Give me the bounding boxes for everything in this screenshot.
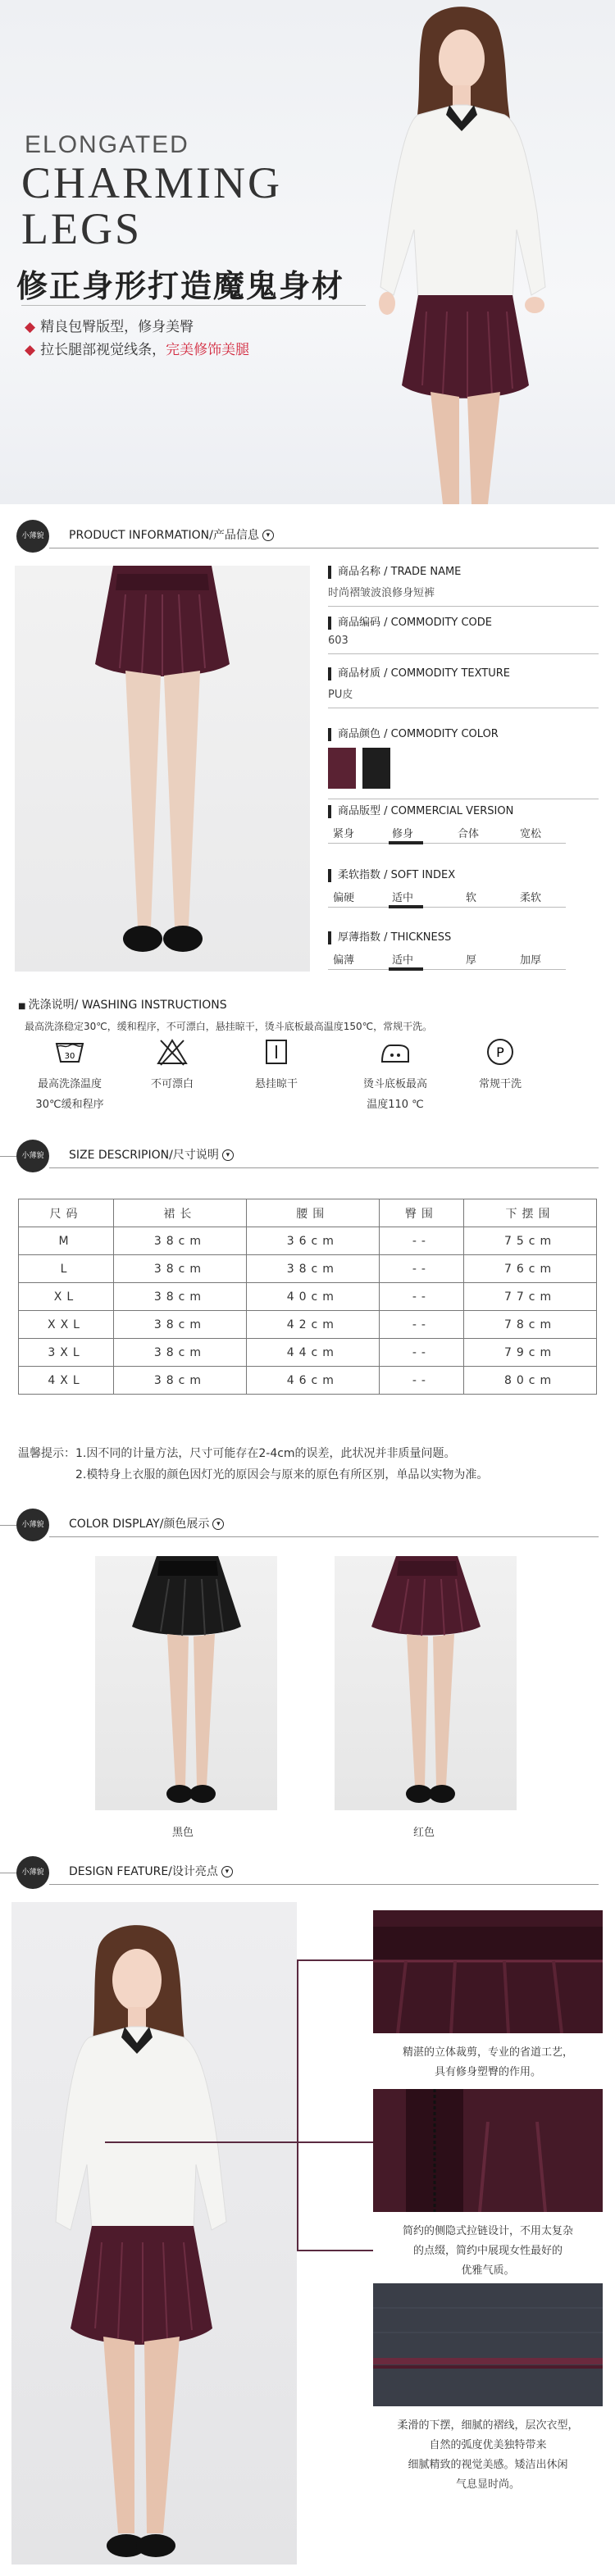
code-value: 603 [328,635,348,647]
product-info-title-text: PRODUCT INFORMATION/产品信息 [69,529,259,542]
design-feature-title-text: DESIGN FEATURE/设计亮点 [69,1865,218,1878]
note-text-1: 1.因不同的计量方法，尺寸可能存在2-4cm的误差，此状况并非质量问题。 [75,1447,456,1460]
brand-logo: 小薄貌 [16,1509,49,1541]
washing-title-text: 洗涤说明/ WASHING INSTRUCTIONS [28,999,227,1012]
bullet-icon: ■ [18,1002,29,1011]
thick-label: 厚薄指数 / THICKNESS [328,931,599,944]
table-cell: 77cm [464,1283,597,1311]
hero-en-line2: CHARMING [21,158,283,207]
table-cell: -- [379,1255,463,1283]
table-cell: 38cm [114,1367,247,1395]
caption-line: 精湛的立体裁剪，专业的省道工艺， [402,2046,573,2059]
size-title-text: SIZE DESCRIPION/尺寸说明 [69,1149,219,1162]
connector-line [297,1959,298,2250]
hero-cn-title: 修正身形打造魔鬼身材 [16,268,345,304]
trade-name-value: 时尚褶皱波浪修身短裤 [328,587,435,599]
wash-label: 30℃缓和程序 [35,1099,104,1111]
scale-bar [328,907,566,908]
design-model-photo [11,1902,297,2565]
skirt-model-image [15,566,310,972]
design-feature-header [0,1855,615,1887]
caption-line: 气息显时尚。 [455,2478,520,2491]
hero-en-line1: ELONGATED [25,131,189,158]
table-cell: 36cm [246,1227,379,1255]
soft-option: 软 [466,892,477,904]
table-cell: 46cm [246,1367,379,1395]
version-marker [389,841,423,844]
table-cell: 3XL [19,1339,114,1367]
table-cell: 76cm [464,1255,597,1283]
thick-option: 偏薄 [333,954,355,967]
table-cell: -- [379,1339,463,1367]
texture-label: 商品材质 / COMMODITY TEXTURE [328,667,599,680]
table-cell: 44cm [246,1339,379,1367]
soft-scale [328,889,599,913]
version-option: 宽松 [520,828,542,840]
hero-en-line3: LEGS [21,204,142,253]
brand-logo: 小薄貌 [16,1140,49,1172]
size-note [18,1443,488,1486]
wash-label: 常规干洗 [478,1078,522,1090]
thick-option: 适中 [392,954,414,967]
product-info-header [0,518,615,551]
chevron-down-icon: ▾ [222,1149,234,1161]
hero-bullet-1 [25,315,194,335]
washing-title [18,996,227,1013]
table-cell: 75cm [464,1227,597,1255]
product-photo [15,566,310,972]
col-header: 尺码 [19,1199,114,1227]
header-rule [49,1536,599,1537]
texture-value: PU皮 [328,689,353,701]
table-cell: 38cm [114,1339,247,1367]
color-display-header [0,1507,615,1540]
connector-line [297,2141,373,2143]
design-caption-1 [373,2043,603,2082]
red-skirt-image [335,1556,517,1810]
table-cell: 42cm [246,1311,379,1339]
bullet-icon: ◆ [25,342,36,358]
brand-logo: 小薄貌 [16,520,49,553]
version-option: 合体 [458,828,480,840]
black-skirt-image [95,1556,277,1810]
table-row [19,1339,597,1367]
table-row [19,1367,597,1395]
color-red-photo [335,1556,517,1810]
wash-item [25,1037,115,1111]
version-scale [328,825,599,849]
attr-rule [328,606,599,607]
attr-rule [328,653,599,654]
caption-line: 简约的侧隐式拉链设计，不用太复杂 [402,2225,573,2237]
table-cell: -- [379,1311,463,1339]
table-cell: 38cm [114,1311,247,1339]
trade-name-label: 商品名称 / TRADE NAME [328,566,599,579]
wash-label: 温度110 ℃ [367,1099,424,1111]
no-bleach-icon [156,1037,189,1067]
table-row [19,1227,597,1255]
note-line-1 [18,1443,488,1464]
table-cell: 38cm [246,1255,379,1283]
attr-version [328,805,599,849]
table-row [19,1283,597,1311]
table-cell: 4XL [19,1367,114,1395]
thick-option: 加厚 [520,954,542,967]
color-red-label: 红色 [413,1827,435,1839]
waist-detail-image [373,1910,603,2033]
table-cell: L [19,1255,114,1283]
col-header: 臀围 [379,1199,463,1227]
attr-trade-name [328,566,599,607]
attr-soft [328,869,599,913]
hero-bullet-2-text: 拉长腿部视觉线条， [40,342,166,358]
soft-option: 偏硬 [333,892,355,904]
design-caption-3 [373,2416,603,2495]
color-label: 商品颜色 / COMMODITY COLOR [328,728,599,741]
wash-label: 悬挂晾干 [254,1078,298,1090]
attr-texture [328,667,599,708]
size-header [0,1138,615,1171]
wash-label: 不可漂白 [150,1078,194,1090]
attr-code [328,617,599,654]
bullet-icon: ◆ [25,319,36,335]
table-cell: 80cm [464,1367,597,1395]
thick-scale [328,951,599,976]
dry-clean-icon [484,1037,517,1067]
table-row [19,1311,597,1339]
connector-line [297,1959,373,1961]
note-line-2 [18,1464,488,1486]
scale-bar [328,969,566,970]
design-caption-2 [373,2222,603,2281]
thick-option: 厚 [466,954,477,967]
version-option: 紧身 [333,828,355,840]
table-cell: -- [379,1367,463,1395]
washing-text: 最高洗涤稳定30℃，缓和程序，不可漂白，悬挂晾干，烫斗底板最高温度150℃，常规干洗。 [25,1021,433,1032]
wash-item [135,1037,209,1090]
chevron-down-icon: ▾ [262,530,274,541]
color-display-title-text: COLOR DISPLAY/颜色展示 [69,1518,210,1531]
washing-icons [25,1037,599,1111]
soft-option: 适中 [392,892,414,904]
table-cell: XL [19,1283,114,1311]
product-info-title [69,526,274,543]
table-cell: 40cm [246,1283,379,1311]
wash-item [346,1037,444,1111]
table-cell: 38cm [114,1283,247,1311]
col-header: 裙长 [114,1199,247,1227]
hero-bullet-1-text: 精良包臀版型，修身美臀 [40,319,194,335]
header-rule-left [0,1525,16,1526]
soft-option: 柔软 [520,892,542,904]
caption-line: 具有修身塑臀的作用。 [434,2066,541,2078]
design-detail-3 [373,2283,603,2495]
table-cell: -- [379,1227,463,1255]
col-header: 下摆围 [464,1199,597,1227]
version-label: 商品版型 / COMMERCIAL VERSION [328,805,599,818]
table-cell: 79cm [464,1339,597,1367]
header-rule [49,1167,599,1168]
table-cell: M [19,1227,114,1255]
col-header: 腰围 [246,1199,379,1227]
note-label: 温馨提示： [18,1447,75,1460]
wash-label: 最高洗涤温度 [37,1078,102,1090]
brand-logo: 小薄貌 [16,1856,49,1889]
hero-bullet-2 [25,338,249,358]
table-cell: XXL [19,1311,114,1339]
design-feature-title [69,1863,233,1879]
design-detail-1 [373,1910,603,2082]
hero-banner [0,0,615,504]
note-text-2: 2.模特身上衣服的颜色因灯光的原因会与原来的原色有所区别，单品以实物为准。 [75,1468,489,1481]
connector-line [297,2250,373,2251]
soft-marker [389,905,423,908]
table-cell: -- [379,1283,463,1311]
color-display-title [69,1515,224,1531]
hero-model-image [344,0,590,504]
hero-divider [21,305,366,306]
code-label: 商品编码 / COMMODITY CODE [328,617,599,630]
caption-line: 自然的弧度优美独特带来 [429,2439,547,2451]
wash-item [239,1037,313,1090]
attr-color [328,728,599,799]
version-option: 修身 [392,828,414,840]
caption-line: 的点缀，简约中展现女性最好的 [412,2245,563,2257]
design-model-image [11,1902,297,2565]
chevron-down-icon: ▾ [212,1518,224,1530]
connector-line [105,2141,297,2143]
color-swatches [328,748,599,792]
hero-bullet-2-highlight: 完美修饰美腿 [166,342,250,358]
scale-bar [328,843,566,844]
size-table [18,1199,597,1395]
size-title [69,1146,234,1163]
caption-line: 柔滑的下摆，细腻的褶线，层次衣型， [397,2419,579,2432]
svg-text:P: P [496,1045,504,1060]
color-black-label: 黑色 [172,1827,194,1839]
wash-label: 烫斗底板最高 [362,1078,427,1090]
color-black-photo [95,1556,277,1810]
table-header-row [19,1199,597,1227]
attr-thickness [328,931,599,976]
swatch-black[interactable] [362,748,390,789]
header-rule [49,1884,599,1885]
svg-text:30: 30 [64,1052,75,1061]
table-row [19,1255,597,1283]
header-rule-left [0,1156,16,1157]
iron-icon [379,1037,412,1067]
swatch-red[interactable] [328,748,356,789]
caption-line: 细腻精致的视觉美感。矮洁出休闲 [408,2459,568,2471]
table-cell: 38cm [114,1255,247,1283]
table-cell: 38cm [114,1227,247,1255]
zipper-detail-image [373,2089,603,2212]
thick-marker [389,967,423,971]
design-detail-2 [373,2089,603,2281]
soft-label: 柔软指数 / SOFT INDEX [328,869,599,882]
hem-detail-image [373,2283,603,2406]
wash-item [467,1037,533,1090]
wash-30-icon [53,1037,86,1067]
table-cell: 78cm [464,1311,597,1339]
caption-line: 优雅气质。 [461,2264,515,2277]
chevron-down-icon: ▾ [221,1866,233,1877]
hang-dry-icon [260,1037,293,1067]
